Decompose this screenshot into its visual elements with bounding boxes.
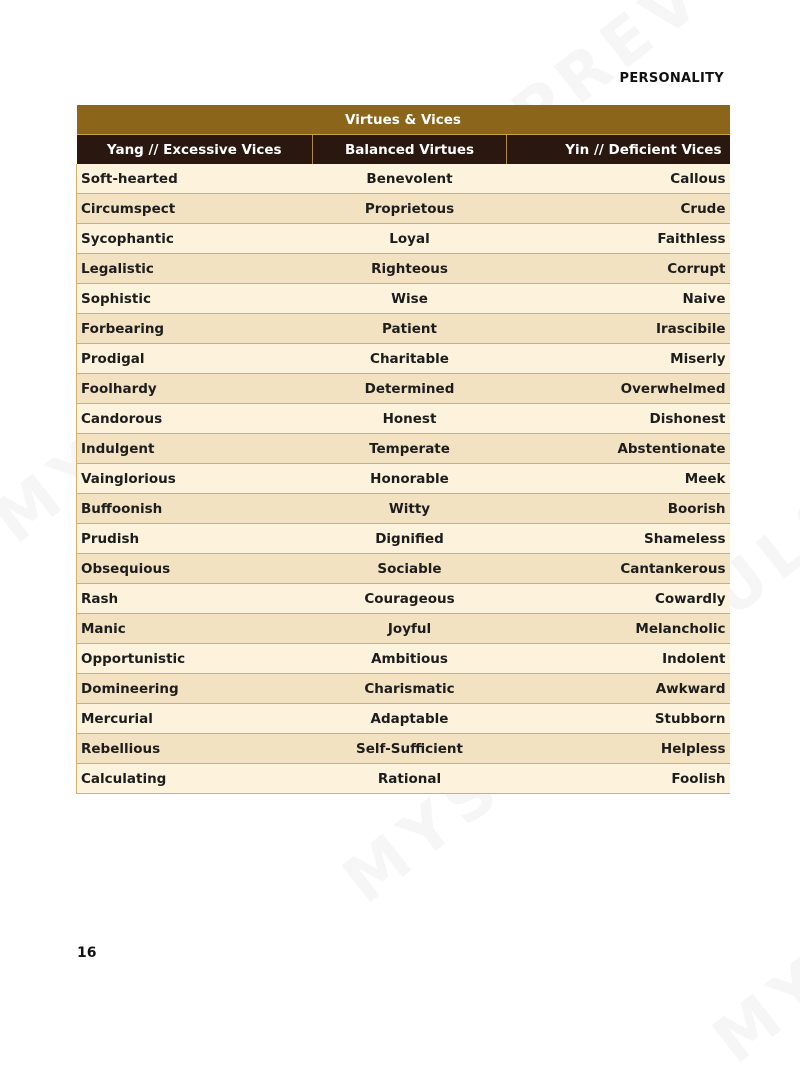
cell-yin-vice: Meek [507,464,730,494]
cell-balanced-virtue: Charitable [313,344,507,374]
table-row [77,674,730,704]
table-row [77,434,730,464]
table-row [77,164,730,194]
cell-yang-vice: Prodigal [77,344,313,374]
cell-balanced-virtue: Righteous [313,254,507,284]
cell-yang-vice: Sophistic [77,284,313,314]
cell-yang-vice: Opportunistic [77,644,313,674]
table-row [77,224,730,254]
cell-yin-vice: Indolent [507,644,730,674]
cell-balanced-virtue: Adaptable [313,704,507,734]
cell-balanced-virtue: Honest [313,404,507,434]
cell-yang-vice: Vainglorious [77,464,313,494]
cell-yin-vice: Dishonest [507,404,730,434]
cell-yang-vice: Legalistic [77,254,313,284]
cell-yin-vice: Abstentionate [507,434,730,464]
cell-yin-vice: Cowardly [507,584,730,614]
cell-balanced-virtue: Charismatic [313,674,507,704]
cell-yin-vice: Miserly [507,344,730,374]
table-row [77,584,730,614]
column-header-yang: Yang // Excessive Vices [77,135,313,165]
table-row [77,554,730,584]
cell-yang-vice: Mercurial [77,704,313,734]
cell-yang-vice: Candorous [77,404,313,434]
table-row [77,374,730,404]
table-title-row [77,105,730,135]
table-row [77,644,730,674]
table-row [77,314,730,344]
table-header-row [77,135,730,165]
cell-yang-vice: Forbearing [77,314,313,344]
cell-yin-vice: Helpless [507,734,730,764]
table-row [77,764,730,794]
table-row [77,344,730,374]
cell-yin-vice: Corrupt [507,254,730,284]
cell-yin-vice: Crude [507,194,730,224]
cell-yin-vice: Irascibile [507,314,730,344]
cell-balanced-virtue: Self-Sufficient [313,734,507,764]
table-title: Virtues & Vices [77,105,730,135]
page-number: 16 [77,945,97,961]
virtues-vices-table [76,105,730,794]
cell-yin-vice: Awkward [507,674,730,704]
cell-yang-vice: Indulgent [77,434,313,464]
cell-balanced-virtue: Proprietous [313,194,507,224]
table-row [77,464,730,494]
cell-yang-vice: Prudish [77,524,313,554]
cell-balanced-virtue: Loyal [313,224,507,254]
cell-yin-vice: Faithless [507,224,730,254]
cell-yin-vice: Shameless [507,524,730,554]
column-header-balanced: Balanced Virtues [313,135,507,165]
cell-yin-vice: Overwhelmed [507,374,730,404]
cell-yin-vice: Naive [507,284,730,314]
table-row [77,524,730,554]
table-body [77,164,730,794]
cell-balanced-virtue: Ambitious [313,644,507,674]
cell-balanced-virtue: Dignified [313,524,507,554]
cell-balanced-virtue: Wise [313,284,507,314]
cell-balanced-virtue: Rational [313,764,507,794]
cell-yang-vice: Foolhardy [77,374,313,404]
cell-yin-vice: Foolish [507,764,730,794]
cell-yin-vice: Melancholic [507,614,730,644]
table-row [77,404,730,434]
cell-yin-vice: Stubborn [507,704,730,734]
cell-yin-vice: Cantankerous [507,554,730,584]
cell-balanced-virtue: Joyful [313,614,507,644]
cell-balanced-virtue: Temperate [313,434,507,464]
table-row [77,704,730,734]
cell-yang-vice: Obsequious [77,554,313,584]
table-row [77,254,730,284]
cell-yang-vice: Rebellious [77,734,313,764]
cell-yang-vice: Domineering [77,674,313,704]
table-row [77,614,730,644]
cell-yang-vice: Circumspect [77,194,313,224]
cell-balanced-virtue: Sociable [313,554,507,584]
cell-yang-vice: Rash [77,584,313,614]
section-header: PERSONALITY [619,71,724,86]
cell-balanced-virtue: Honorable [313,464,507,494]
table-row [77,284,730,314]
cell-yang-vice: Manic [77,614,313,644]
cell-yang-vice: Buffoonish [77,494,313,524]
column-header-yin: Yin // Deficient Vices [507,135,730,165]
table-row [77,734,730,764]
cell-yang-vice: Soft-hearted [77,164,313,194]
cell-balanced-virtue: Benevolent [313,164,507,194]
cell-yin-vice: Boorish [507,494,730,524]
cell-balanced-virtue: Courageous [313,584,507,614]
table-row [77,194,730,224]
cell-balanced-virtue: Witty [313,494,507,524]
cell-yang-vice: Calculating [77,764,313,794]
table-row [77,494,730,524]
cell-balanced-virtue: Determined [313,374,507,404]
cell-yin-vice: Callous [507,164,730,194]
cell-balanced-virtue: Patient [313,314,507,344]
cell-yang-vice: Sycophantic [77,224,313,254]
